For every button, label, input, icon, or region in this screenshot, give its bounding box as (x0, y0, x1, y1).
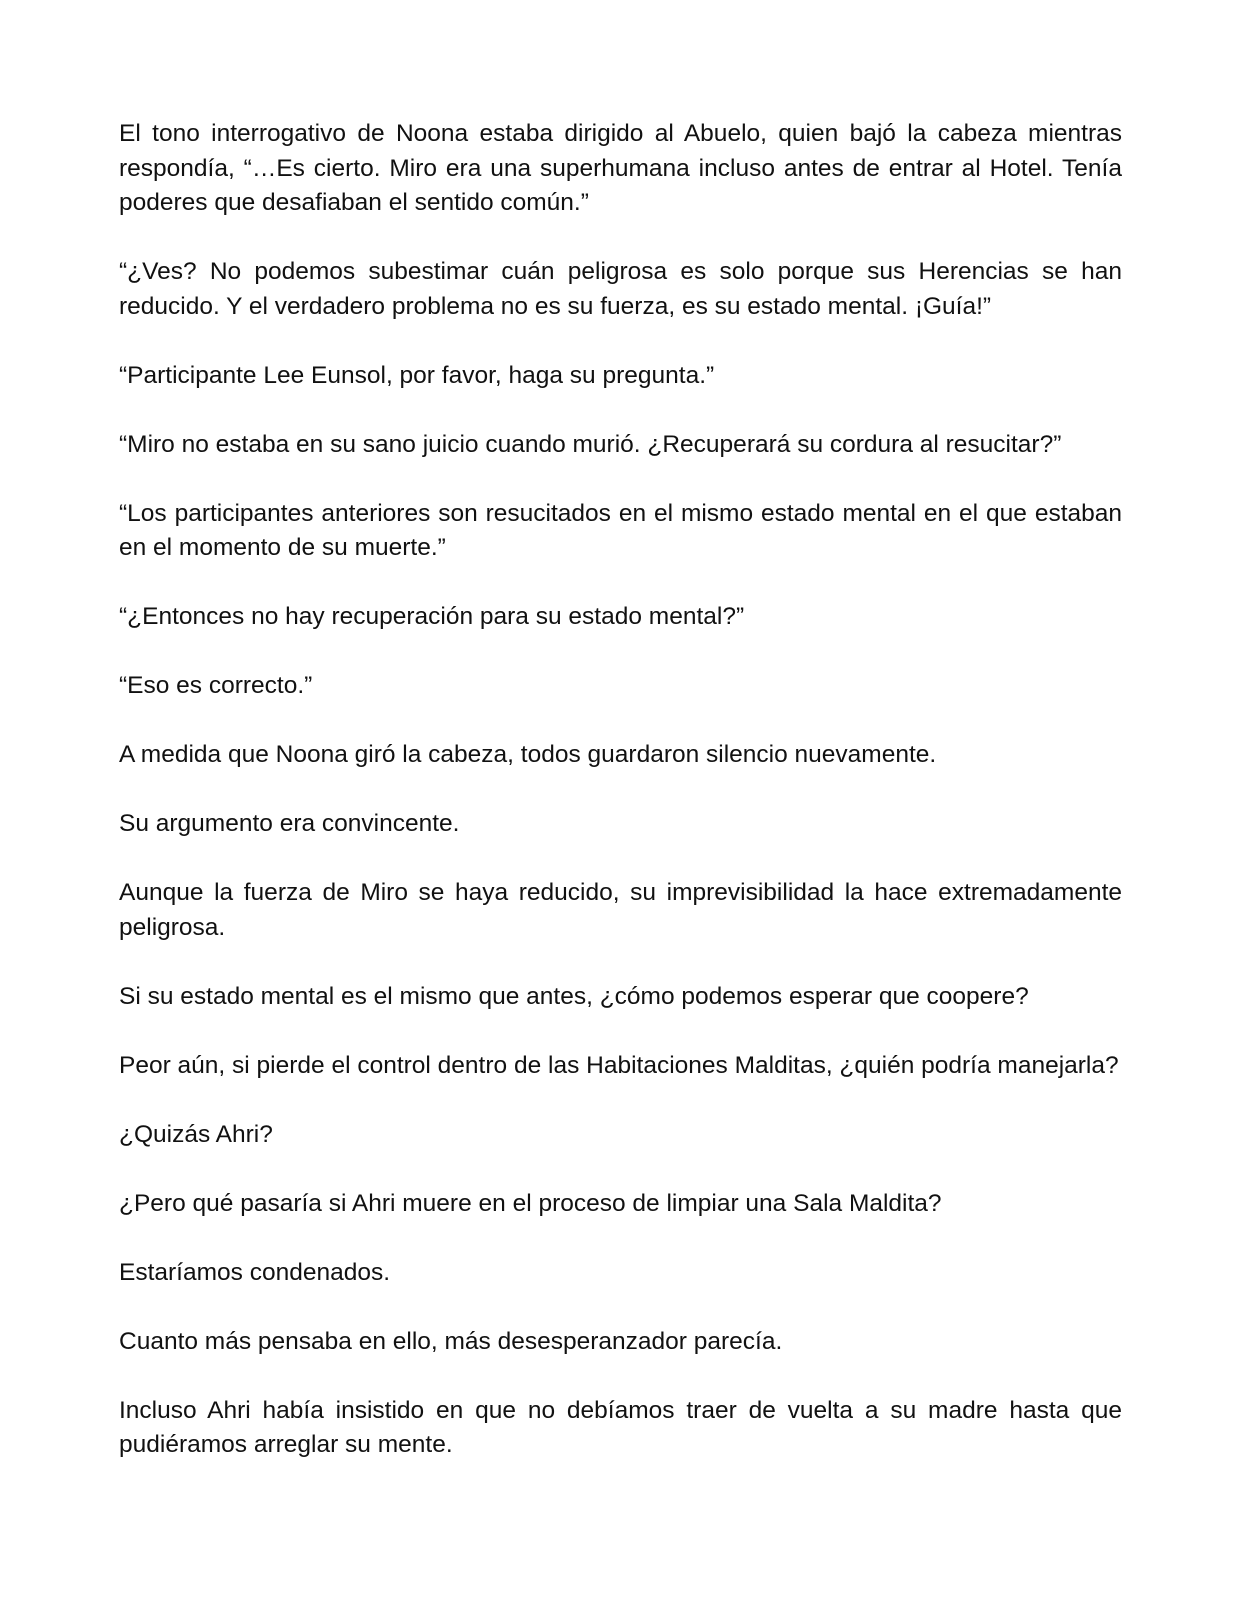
paragraph: “Participante Lee Eunsol, por favor, haga su pregunta.” (119, 361, 715, 389)
document-body (119, 117, 1122, 1463)
paragraph: Peor aún, si pierde el control dentro de las Habitaciones Malditas, ¿quién podría manejarla? (119, 1051, 1119, 1079)
paragraph: “Los participantes anteriores son resucitados en el mismo estado mental en el que estaban en el momento de su muerte.” (119, 499, 1122, 561)
paragraph: ¿Quizás Ahri? (119, 1120, 273, 1148)
paragraph: Aunque la fuerza de Miro se haya reducido, su imprevisibilidad la hace extremadamente peligrosa. (119, 879, 1122, 941)
paragraph: Su argumento era convincente. (119, 810, 460, 837)
paragraph: ¿Pero qué pasaría si Ahri muere en el proceso de limpiar una Sala Maldita? (119, 1189, 942, 1217)
paragraph: “Miro no estaba en su sano juicio cuando murió. ¿Recuperará su cordura al resucitar?” (119, 430, 1062, 458)
paragraph: El tono interrogativo de Noona estaba dirigido al Abuelo, quien bajó la cabeza mientras respondía, “…Es cierto. Miro era una superhumana incluso antes de entrar al Hotel. Tenía poderes que desafiaban el sentido común.” (119, 120, 1122, 216)
paragraph: Si su estado mental es el mismo que antes, ¿cómo podemos esperar que coopere? (119, 982, 1029, 1010)
paragraph: Estaríamos condenados. (119, 1258, 391, 1286)
paragraph: “Eso es correcto.” (119, 672, 313, 699)
paragraph: Incluso Ahri había insistido en que no debíamos traer de vuelta a su madre hasta que pudiéramos arreglar su mente. (119, 1396, 1122, 1458)
paragraph: “¿Entonces no hay recuperación para su estado mental?” (119, 603, 745, 630)
paragraph: “¿Ves? No podemos subestimar cuán peligrosa es solo porque sus Herencias se han reducido. Y el verdadero problema no es su fuerza, es su estado mental. ¡Guía!” (119, 258, 1122, 320)
paragraph: A medida que Noona giró la cabeza, todos guardaron silencio nuevamente. (119, 741, 937, 768)
paragraph: Cuanto más pensaba en ello, más desesperanzador parecía. (119, 1327, 783, 1355)
